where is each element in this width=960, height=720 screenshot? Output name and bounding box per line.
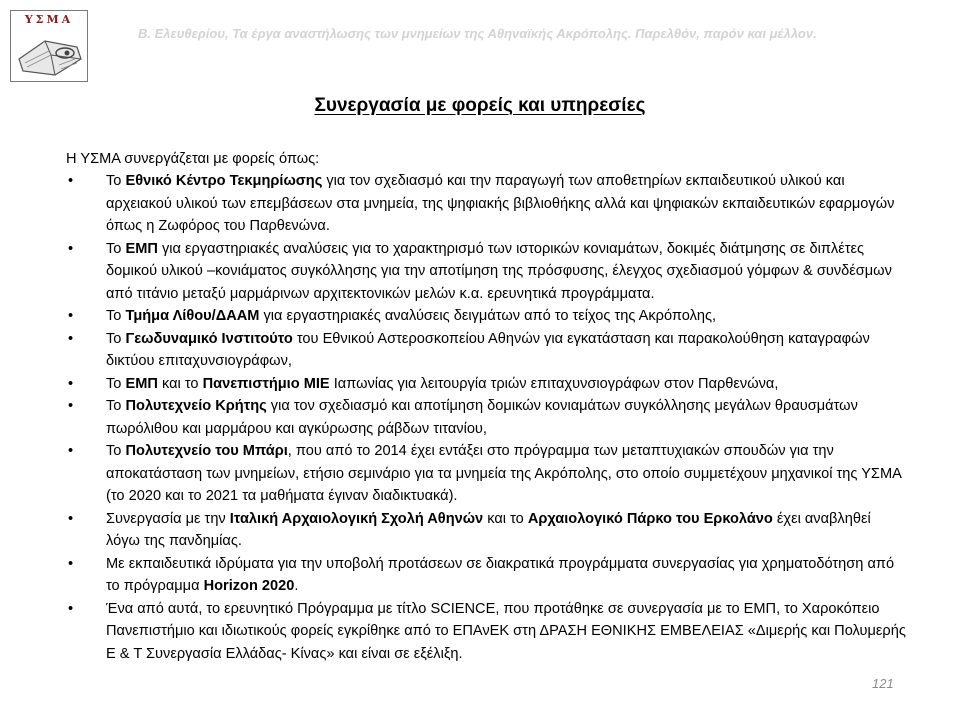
bullet-text: έχει αναβληθεί λόγω της πανδημίας. bbox=[106, 510, 871, 549]
column-capital-logo-icon bbox=[15, 29, 85, 79]
bullet-item bbox=[66, 328, 906, 373]
bullet-text: Με εκπαιδευτικά ιδρύματα για την υποβολή προτάσεων σε διακρατικά προγράμματα συνεργασίας για χρηματοδότηση από το πρόγραμμα bbox=[106, 555, 895, 594]
bullet-text: για τον σχεδιασμό και την παραγωγή των αποθετηρίων εκπαιδευτικού υλικού και αρχειακού υλικού των επεμβάσεων στα μνημεία, της ψηφιακής βιβλιοθήκης αλλά και ψηφιακών εκπαιδευτικών εφαρμογών όπως η Ζωφόρος του Παρθενώνα. bbox=[106, 173, 895, 234]
bullet-text: Το bbox=[106, 398, 126, 414]
bullet-text: Ένα από αυτά, το ερευνητικό Πρόγραμμα με τίτλο SCIENCE, που προτάθηκε σε συνεργασία με το ΕΜΠ, το Χαροκόπειο Πανεπιστήμιο και ιδιωτικούς φορείς εγκρίθηκε από το ΕΠΑνΕΚ στη ΔΡΑΣΗ ΕΘΝΙΚΗΣ ΕΜΒΕΛΕΙΑΣ «Διμερής και Πολυμερής Ε & Τ Συνεργασία Ελλάδας- Κίνας» και είναι σε εξέλιξη. bbox=[106, 600, 906, 662]
bullet-item bbox=[66, 238, 906, 306]
bullet-list bbox=[66, 170, 906, 665]
bullet-item bbox=[66, 170, 906, 238]
logo-text: ΥΣΜΑ bbox=[24, 13, 74, 26]
intro-text: Η ΥΣΜΑ συνεργάζεται με φορείς όπως: bbox=[66, 151, 320, 167]
bullet-item bbox=[66, 598, 906, 666]
bullet-item bbox=[66, 305, 906, 328]
bullet-text: του Εθνικού Αστεροσκοπείου Αθηνών για εγκατάσταση και παρακολούθηση καταγραφών δικτύου επιταχυνσιογράφων, bbox=[106, 330, 870, 369]
bullet-bold-text: Πολυτεχνείο Κρήτης bbox=[125, 398, 267, 414]
bullet-text: και το bbox=[157, 375, 203, 392]
bullet-bold-text: Τμήμα Λίθου/ΔΑΑΜ bbox=[125, 308, 260, 324]
bullet-bold-text: Horizon 2020 bbox=[203, 578, 295, 594]
bullet-text: Το bbox=[106, 240, 126, 257]
header-citation: Β. Ελευθερίου, Τα έργα αναστήλωσης των μνημείων της Αθηναϊκής Ακρόπολης. Παρελθόν, παρόν και μέλλον. bbox=[138, 26, 817, 41]
bullet-text: Ιαπωνίας για λειτουργία τριών επιταχυνσιογράφων στον Παρθενώνα, bbox=[329, 375, 779, 392]
bullet-text: Συνεργασία με την bbox=[106, 510, 230, 527]
bullet-item bbox=[66, 373, 906, 396]
bullet-text: Το bbox=[106, 173, 126, 189]
page-number: 121 bbox=[872, 676, 894, 691]
bullet-item bbox=[66, 508, 906, 553]
bullet-bold-text: ΕΜΠ bbox=[125, 375, 158, 392]
slide-title: Συνεργασία με φορείς και υπηρεσίες bbox=[314, 95, 646, 116]
bullet-text: Το bbox=[106, 330, 126, 347]
bullet-bold-text: Αρχαιολογικό Πάρκο του Ερκολάνο bbox=[527, 510, 773, 527]
bullet-item bbox=[66, 553, 906, 598]
bullet-text: και το bbox=[483, 510, 528, 527]
bullet-item bbox=[66, 440, 906, 508]
bullet-bold-text: Ιταλική Αρχαιολογική Σχολή Αθηνών bbox=[229, 510, 484, 527]
bullet-text: . bbox=[294, 578, 299, 594]
bullet-text: για εργαστηριακές αναλύσεις για το χαρακτηρισμό των ιστορικών κονιαμάτων, δοκιμές διάτμησης σε διπλέτες δομικού υλικού –κονιάματος συγκόλλησης για την αποτίμηση της πρόσφυσης, έλεγχος σχεδιασμού γόμφων & συνδέσμων από τιτάνιο μεταξύ μαρμάρινων αρχιτεκτονικών μελών κ.α. ερευνητικά προγράμματα. bbox=[106, 240, 892, 302]
bullet-text: Το bbox=[106, 375, 126, 392]
ysma-logo bbox=[10, 10, 88, 82]
bullet-bold-text: ΕΜΠ bbox=[125, 240, 158, 257]
bullet-text: Το bbox=[106, 443, 126, 459]
bullet-item bbox=[66, 395, 906, 440]
bullet-bold-text: Γεωδυναμικό Ινστιτούτο bbox=[125, 330, 293, 347]
bullet-text: , που από το 2014 έχει εντάξει στο πρόγραμμα των μεταπτυχιακών σπουδών για την αποκατάσταση των μνημείων, ετήσιο σεμινάριο για τα μνημεία της Ακρόπολης, στο οποίο συμμετέχουν μηχανικοί της ΥΣΜΑ (το 2020 και το 2021 τα μαθήματα έγιναν διαδικτυακά). bbox=[106, 443, 902, 504]
bullet-text: Το bbox=[106, 308, 126, 324]
bullet-text: για τον σχεδιασμό και αποτίμηση δομικών κονιαμάτων συγκόλλησης μεγάλων θραυσμάτων πωρόλιθου και μαρμάρου και αγκύρωσης ράβδων τιτανίου, bbox=[106, 398, 858, 437]
bullet-bold-text: Πολυτεχνείο του Μπάρι bbox=[125, 443, 288, 459]
bullet-bold-text: Εθνικό Κέντρο Τεκμηρίωσης bbox=[125, 173, 323, 189]
bullet-text: για εργαστηριακές αναλύσεις δειγμάτων από το τείχος της Ακρόπολης, bbox=[259, 308, 717, 324]
bullet-bold-text: Πανεπιστήμιο ΜΙΕ bbox=[202, 375, 330, 392]
